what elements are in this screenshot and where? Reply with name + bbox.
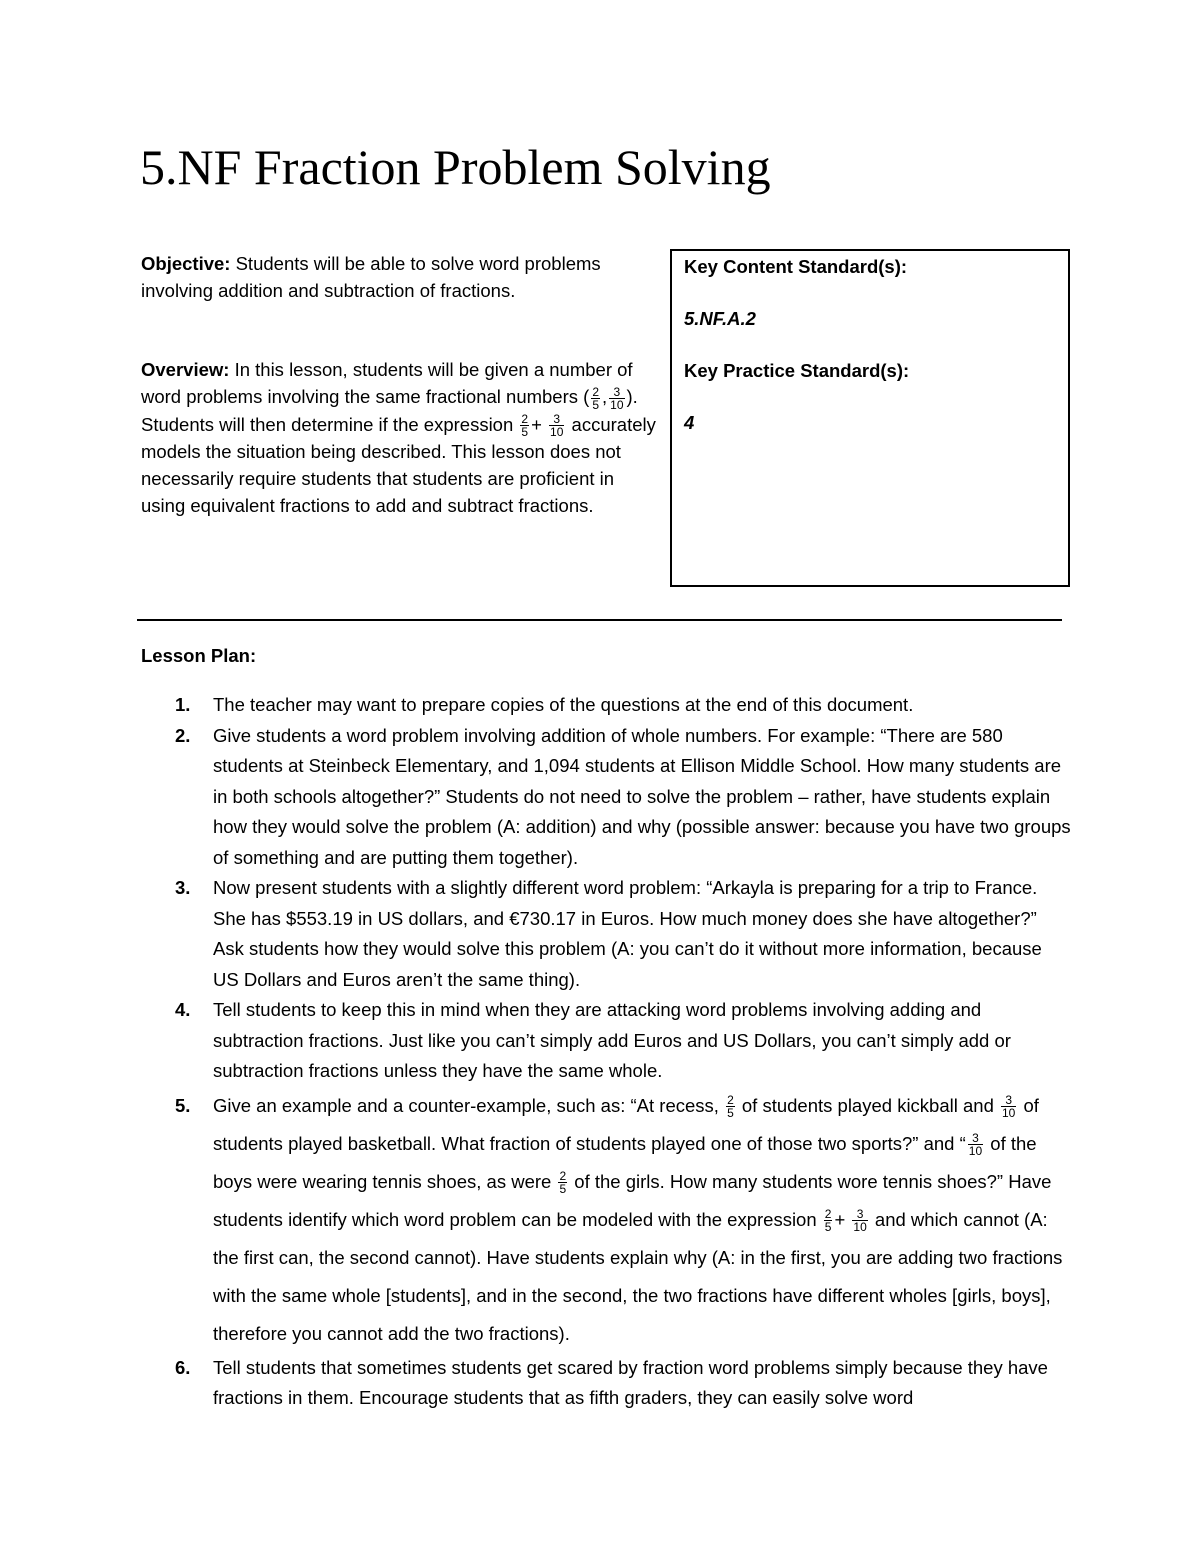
list-item: 5. Give an example and a counter-example, such as: “At recess, $\frac{2}{5}$ of students played kickball and $\frac{3}{10}$ of students played basketball. What fraction of students played one of those two sports?” and “ $\frac{3}{10}$ of the boys were wearing tennis shoes, as were $\frac{2}{5}$ of the girls. How many students wore tennis shoes?” Have students identify which word problem can be modeled with the expression $\frac{2}{5}$ + $\frac{3}{10}$ and which cannot (A: the first can, the second cannot). Have students explain why (A: in the first, you are adding two fractions with the same whole [students], and in the second, the two fractions have different wholes [girls, boys], therefore you cannot add the two fractions). — [175, 1093, 1063, 1344]
overview-paragraph: Overview: In this lesson, students will be given a number of word problems involving the same fractional numbers ( $\frac{2}{5}$ , $\frac{3}{10}$ ). Students will then determine if the expression $\frac{2}{5}$ + $\frac{3}{10}$ accurately models the situation being described. This lesson does not necessarily require students that students are proficient in using equivalent fractions to add and subtract fractions. — [141, 359, 656, 517]
fraction-three-tenths: $\frac{3}{10}$ — [610, 384, 624, 412]
lesson-plan-heading: Lesson Plan: — [141, 645, 257, 666]
fraction-three-tenths: $\frac{3}{10}$ — [550, 412, 564, 440]
overview-text-c: accurately models the situation being described. This lesson does not necessarily require students that students are proficient in using equivalent fractions to add and subtract fractions. — [141, 413, 656, 517]
objective-text: Students will be able to solve word problems involving addition and subtraction of fractions. — [141, 253, 601, 301]
fraction-two-fifths: $\frac{2}{5}$ — [559, 1169, 567, 1197]
fraction-three-tenths: $\frac{3}{10}$ — [1002, 1093, 1016, 1121]
content-standard-value: 5.NF.A.2 — [684, 308, 756, 329]
standards-box — [670, 249, 1070, 587]
practice-standard-value: 4 — [684, 412, 695, 433]
practice-standard-label: Key Practice Standard(s): — [684, 360, 910, 381]
objective-paragraph — [141, 250, 661, 304]
overview-text-b: ). Students will then determine if the expression — [141, 386, 638, 435]
intro-column — [141, 250, 661, 519]
fraction-three-tenths: $\frac{3}{10}$ — [853, 1207, 867, 1235]
list-item: 6. Tell students that sometimes students get scared by fraction word problems simply because they have fractions in them. Encourage students that as fifth graders, they can easily solve word — [175, 1356, 1048, 1408]
list-item: 1. The teacher may want to prepare copies of the questions at the end of this document. — [175, 694, 914, 715]
overview-text-a: In this lesson, students will be given a number of word problems involving the same fractional numbers ( — [141, 359, 633, 407]
fraction-two-fifths: $\frac{2}{5}$ — [727, 1093, 734, 1121]
content-standard-label: Key Content Standard(s): — [684, 256, 908, 277]
lesson-plan-list — [141, 690, 1071, 1414]
fraction-two-fifths: $\frac{2}{5}$ — [824, 1207, 832, 1235]
list-item: 4. Tell students to keep this in mind when they are attacking word problems involving adding and subtraction fractions. Just like you can’t simply add Euros and US Dollars, you can’t simply add or subtraction fractions unless they have the same whole. — [175, 999, 1011, 1081]
fraction-three-tenths: $\frac{3}{10}$ — [968, 1131, 983, 1159]
page-title: 5.NF Fraction Problem Solving — [140, 139, 771, 195]
list-item: 3. Now present students with a slightly different word problem: “Arkayla is preparing for a trip to France. She has $553.19 in US dollars, and €730.17 in Euros. How much money does she have altogether?” Ask students how they would solve this problem (A: you can’t do it without more information, because US Dollars and Euros aren’t the same thing). — [175, 877, 1042, 990]
overview-label: Overview: — [141, 359, 230, 380]
section-divider — [137, 619, 1062, 621]
list-item: 2. Give students a word problem involving addition of whole numbers. For example: “There are 580 students at Steinbeck Elementary, and 1,094 students at Ellison Middle School. How many students are in both schools altogether?” Students do not need to solve the problem – rather, have students explain how they would solve the problem (A: addition) and why (possible answer: because you have two groups of something and are putting them together). — [175, 724, 1071, 868]
fraction-two-fifths: $\frac{2}{5}$ — [592, 384, 599, 412]
fraction-two-fifths: $\frac{2}{5}$ — [521, 412, 529, 440]
objective-label: Objective: — [141, 253, 231, 274]
